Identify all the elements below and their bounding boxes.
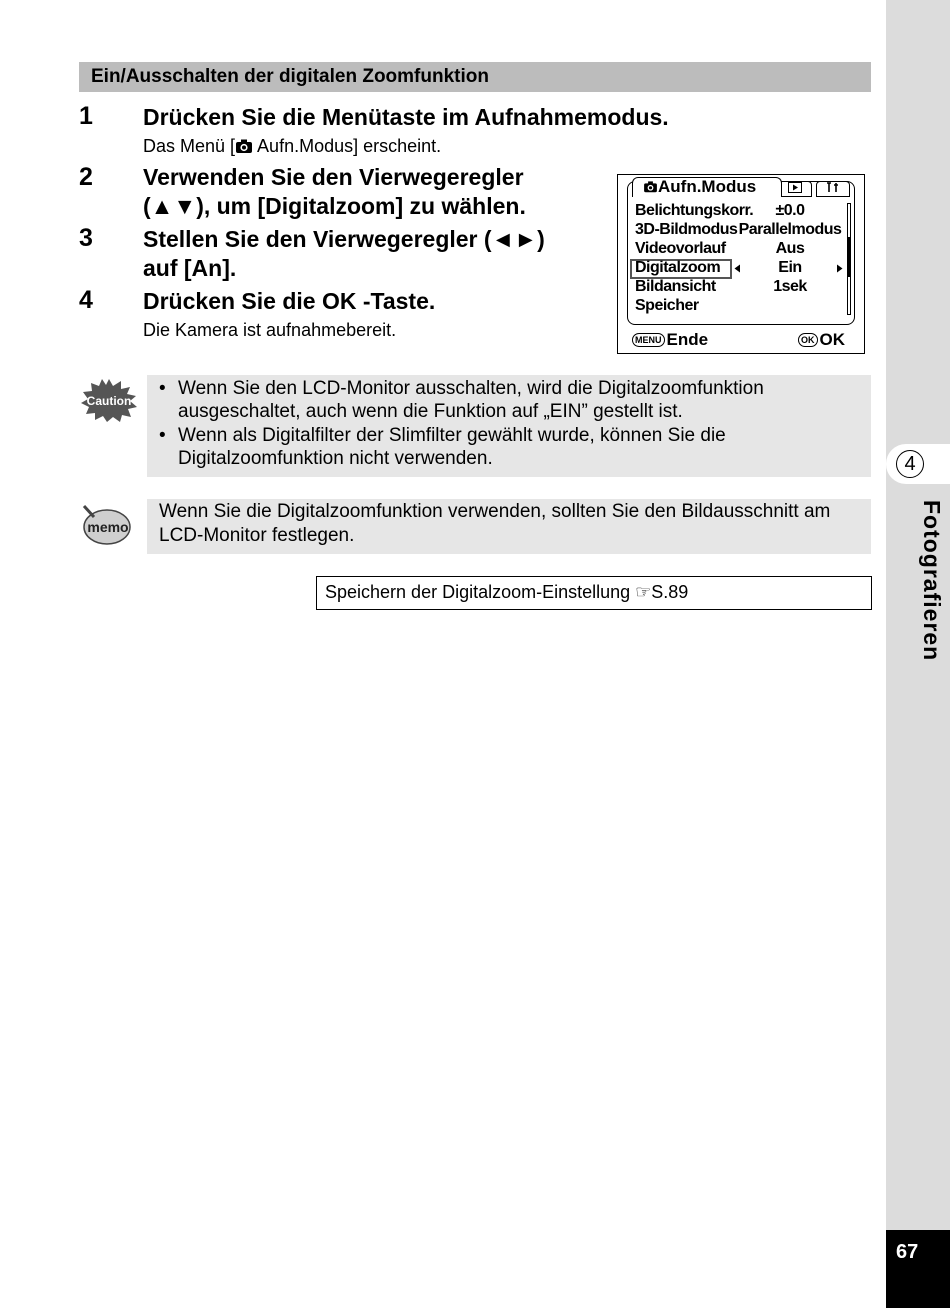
page-reference[interactable]: Speichern der Digitalzoom-Einstellung ☞S.89 <box>316 576 872 610</box>
lcd-row-label: 3D-Bildmodus <box>635 221 738 238</box>
wrench-icon <box>826 182 840 193</box>
svg-text:Caution: Caution <box>86 394 132 408</box>
lcd-row-label: Belichtungskorr. <box>635 202 754 219</box>
page-number: 67 <box>896 1241 919 1263</box>
step-2-text: Verwenden Sie den Vierwegeregler (▲▼), um [Digitalzoom] zu wählen. <box>143 164 526 219</box>
step-1-subtext: Das Menü [ Aufn.Modus] erscheint. <box>143 136 442 156</box>
chapter-title: Fotografieren <box>919 500 945 662</box>
memo-box <box>147 499 871 554</box>
caution-item: Wenn Sie den LCD-Monitor ausschalten, wird die Digitalzoomfunktion ausgeschaltet, auch wenn die Funktion auf „EIN” gestellt ist. <box>178 378 764 422</box>
page-number-box <box>886 1230 950 1308</box>
lcd-row-value: 1sek <box>773 278 807 295</box>
recording-mode-tab: Aufn.Modus <box>632 177 782 197</box>
step-1-number: 1 <box>79 102 93 130</box>
lcd-row-value: Aus <box>775 240 805 257</box>
lcd-row-label: Bildansicht <box>635 278 716 295</box>
camera-lcd-menu <box>617 174 865 354</box>
step-3-number: 3 <box>79 224 93 252</box>
playback-icon <box>788 182 802 193</box>
bullet-marker: • <box>159 378 166 399</box>
memo-icon <box>80 503 132 547</box>
menu-button-icon: MENU <box>632 333 665 347</box>
memo-text: Wenn Sie die Digitalzoomfunktion verwenden, sollten Sie den Bildausschnitt am LCD-Monitor festlegen. <box>159 501 831 546</box>
ok-button-icon: OK <box>798 333 818 347</box>
section-title: Ein/Ausschalten der digitalen Zoomfunktion <box>79 62 871 92</box>
lcd-row-value: Ein <box>778 259 802 276</box>
lcd-footer-exit: MENU Ende <box>632 330 708 350</box>
step-4-text: Drücken Sie die OK -Taste. <box>143 288 436 314</box>
step-2-number: 2 <box>79 163 93 191</box>
playback-tab <box>778 181 812 197</box>
lcd-row-label: Digitalzoom <box>635 259 721 276</box>
chapter-number-tab <box>886 444 950 484</box>
arrow-right-icon <box>836 264 843 273</box>
step-4-number: 4 <box>79 286 93 314</box>
caution-item: Wenn als Digitalfilter der Slimfilter gewählt wurde, können Sie die Digitalzoomfunktion nicht verwenden. <box>178 425 726 469</box>
lcd-row-label: Videovorlauf <box>635 240 726 257</box>
lcd-footer-ok: OK OK <box>798 330 845 350</box>
lcd-row-value: ±0.0 <box>775 202 805 219</box>
svg-text:memo: memo <box>87 519 129 535</box>
caution-icon <box>80 378 138 422</box>
step-3-text: Stellen Sie den Vierwegeregler (◄►) auf [An]. <box>143 226 545 281</box>
step-1-text: Drücken Sie die Menütaste im Aufnahmemodus. <box>143 104 669 130</box>
bullet-marker: • <box>159 425 166 446</box>
caution-box <box>147 375 871 477</box>
lcd-row-label: Speicher <box>635 297 699 314</box>
scrollbar-thumb <box>847 237 851 277</box>
lcd-row-value: Parallelmodus <box>738 221 842 238</box>
camera-icon <box>643 181 658 193</box>
chapter-number: 4 <box>896 450 924 478</box>
camera-icon <box>235 139 253 154</box>
step-4-subtext: Die Kamera ist aufnahmebereit. <box>143 320 397 340</box>
setup-tab <box>816 181 850 197</box>
